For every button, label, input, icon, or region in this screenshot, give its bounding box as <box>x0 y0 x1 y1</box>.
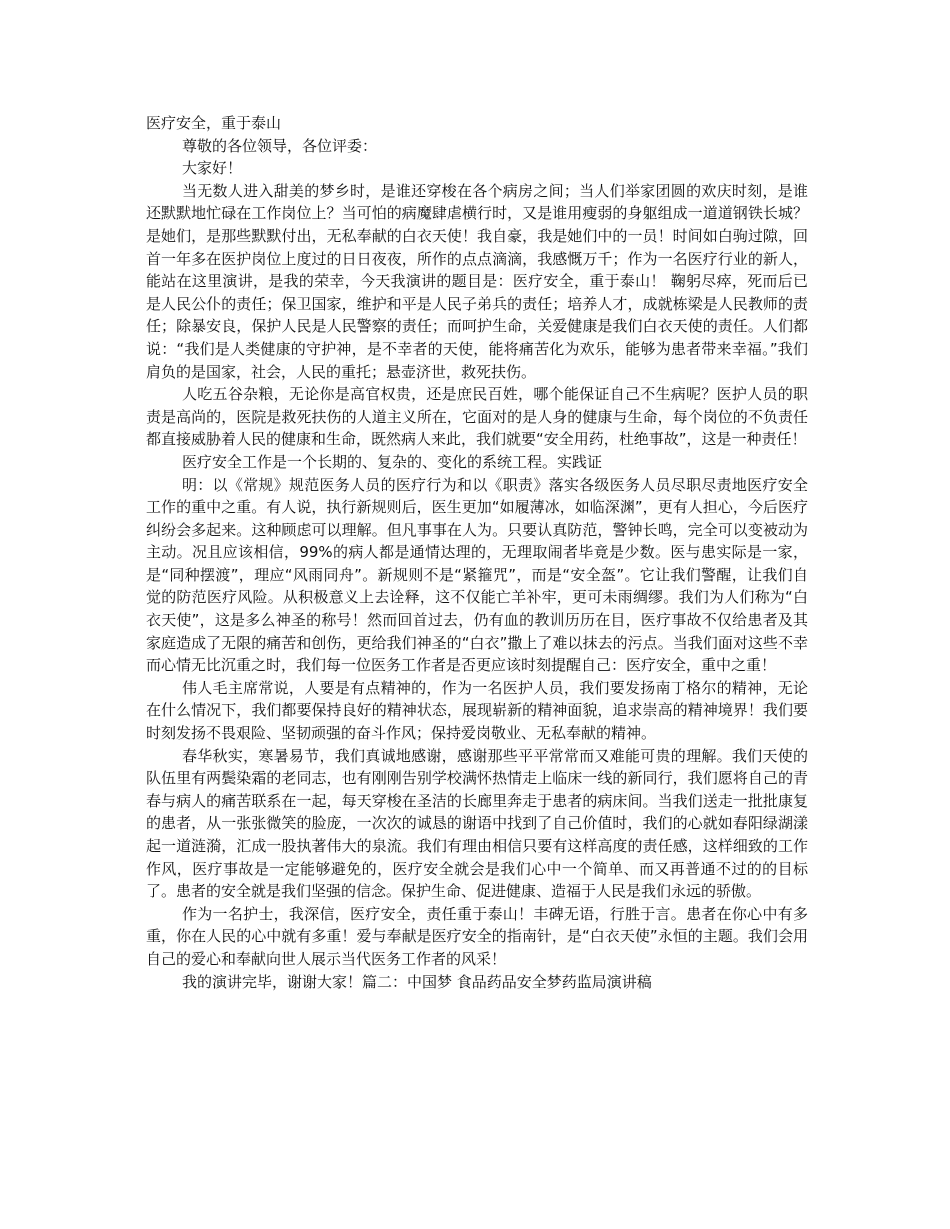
document-title: 医疗安全，重于泰山 <box>146 114 282 132</box>
paragraph-closing: 我的演讲完毕，谢谢大家！篇二：中国梦 食品药品安全梦药监局演讲稿 <box>182 972 652 991</box>
paragraph-regulations: 明：以《常规》规范医务人员的医疗行为和以《职责》落实各级医务人员尽职尽责地医疗安全工作的重中之重。有人说，执行新规则后，医生更加“如履薄冰，如临深渊”，更有人担心，今后医疗纠纷会多起来。这种顾虑可以理解。但凡事事在人为。只要认真防范，警钟长鸣，完全可以变被动为主动。况且应该相信，99%的病人都是通情达理的，无理取闹者毕竟是少数。医与患实际是一家，是“同种摆渡”，理应“风雨同舟”。新规则不是“紧箍咒”，而是“安全盔”。它让我们警醒，让我们自觉的防范医疗风险。从积极意义上去诠释，这不仅能亡羊补牢，更可未雨绸缪。我们为人们称为“白衣天使”，这是多么神圣的称号！然而回首过去，仍有血的教训历历在目，医疗事故不仅给患者及其家庭造成了无限的痛苦和创伤，更给我们神圣的“白衣”撒上了难以抹去的污点。当我们面对这些不幸而心情无比沉重之时，我们每一位医务工作者是否更应该时刻提醒自己：医疗安全，重中之重！ <box>146 475 808 675</box>
salutation: 尊敬的各位领导，各位评委： <box>182 136 378 155</box>
paragraph-intro: 当无数人进入甜美的梦乡时，是谁还穿梭在各个病房之间；当人们举家团圆的欢庆时刻，是谁还默默地忙碌在工作岗位上？当可怕的病魔肆虐横行时，又是谁用瘦弱的身躯组成一道道钢铁长城？是她们，是那些默默付出，无私奉献的白衣天使！我自豪，我是她们中的一员！时间如白驹过隙，回首一年多在医护岗位上度过的日日夜夜，所作的点点滴滴，我感慨万千；作为一名医疗行业的新人，能站在这里演讲，是我的荣幸，今天我演讲的题目是：医疗安全，重于泰山！ 鞠躬尽瘁，死而后已是人民公仆的责任；保卫国家，维护和平是人民子弟兵的责任；培养人才，成就栋梁是人民教师的责任；除暴安良，保护人民是人民警察的责任；而呵护生命，关爱健康是我们白衣天使的责任。人们都说：“我们是人类健康的守护神，是不幸者的天使，能将痛苦化为欢乐，能够为患者带来幸福。”我们肩负的是国家，社会，人民的重托；悬壶济世，救死扶伤。 <box>146 181 808 381</box>
paragraph-responsibility: 人吃五谷杂粮，无论你是高官权贵，还是庶民百姓，哪个能保证自己不生病呢？医护人员的职责是高尚的，医院是救死扶伤的人道主义所在，它面对的是人身的健康与生命，每个岗位的不负责任都直接威胁着人民的健康和生命，既然病人来此，我们就要“安全用药，杜绝事故”，这是一种责任！ <box>146 385 808 449</box>
paragraph-spirit: 伟人毛主席常说，人要是有点精神的，作为一名医护人员，我们要发扬南丁格尔的精神，无论在什么情况下，我们都要保持良好的精神状态，展现崭新的精神面貌，追求崇高的精神境界！我们要时刻发扬不畏艰险、坚韧顽强的奋斗作风；保持爱岗敬业、无私奉献的精神。 <box>146 678 808 743</box>
paragraph-gratitude: 春华秋实，寒暑易节，我们真诚地感谢，感谢那些平平常常而又难能可贵的理解。我们天使的队伍里有两鬓染霜的老同志，也有刚刚告别学校满怀热情走上临床一线的新同行，我们愿将自己的青春与病人的痛苦联系在一起，每天穿梭在圣洁的长廊里奔走于患者的病床间。当我们送走一批批康复的患者，从一张张微笑的脸庞，一次次的诚恳的谢语中找到了自己价值时，我们的心就如春阳绿湖漾起一道涟漪，汇成一股执著伟大的泉流。我们有理由相信只要有这样高度的责任感，这样细致的工作作风，医疗事故是一定能够避免的，医疗安全就会是我们心中一个简单、而又再普通不过的的目标了。患者的安全就是我们坚强的信念。保护生命、促进健康、造福于人民是我们永远的骄傲。 <box>146 746 808 901</box>
greeting: 大家好！ <box>182 159 243 178</box>
paragraph-nurse: 作为一名护士，我深信，医疗安全，责任重于泰山！丰碑无语，行胜于言。患者在你心中有多重，你在人民的心中就有多重！爱与奉献是医疗安全的指南针，是“白衣天使”永恒的主题。我们会用自己的爱心和奉献向世人展示当代医务工作者的风采！ <box>146 904 808 968</box>
paragraph-system-engineering: 医疗安全工作是一个长期的、复杂的、变化的系统工程。实践证 <box>182 452 603 471</box>
document-page <box>146 112 808 993</box>
